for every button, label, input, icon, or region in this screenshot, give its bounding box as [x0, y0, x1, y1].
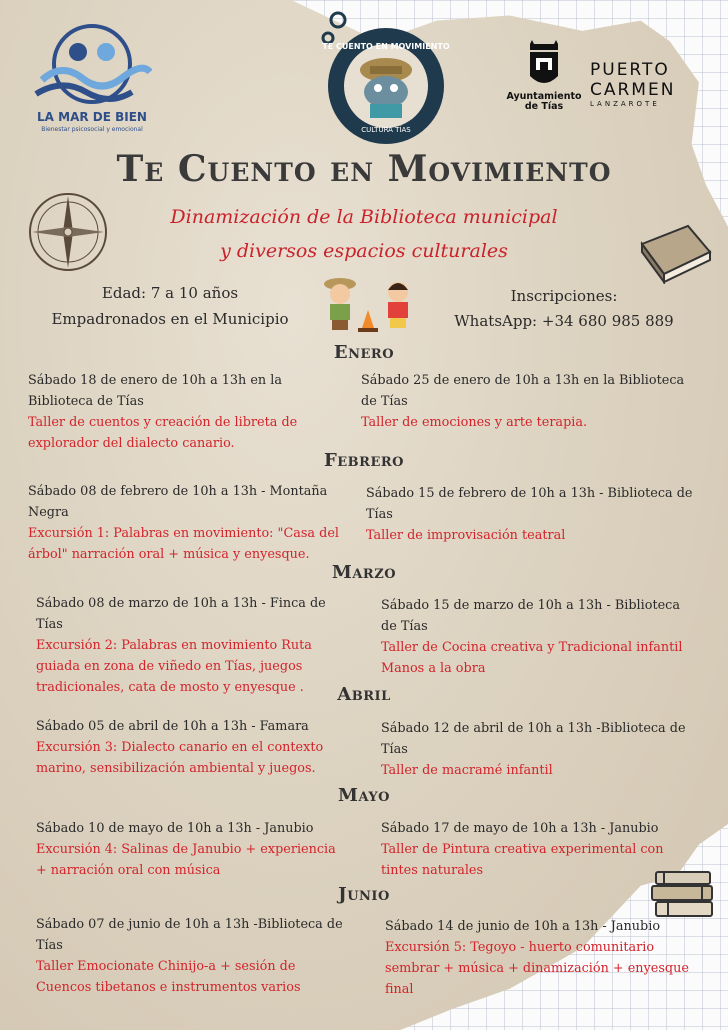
month-title-mayo: Mayo — [338, 785, 390, 806]
event-mayo-1 — [36, 818, 340, 881]
residents-info: Empadronados en el Municipio — [51, 310, 289, 328]
center-badge-bottom-text: CULTURA TÍAS — [361, 126, 411, 134]
event-date: Sábado 15 de febrero de 10h a 13h - Biblioteca de Tías — [366, 486, 693, 522]
event-description: Taller Emocionate Chinijo-a + sesión de Cuencos tibetanos e instrumentos varios — [36, 959, 301, 995]
event-date: Sábado 18 de enero de 10h a 13h en la Biblioteca de Tías — [28, 373, 282, 409]
month-title-febrero: Febrero — [323, 450, 405, 471]
event-enero-1 — [28, 370, 346, 454]
event-date: Sábado 17 de mayo de 10h a 13h - Janubio — [381, 821, 659, 836]
event-description: Excursión 2: Palabras en movimiento Ruta guiada en zona de viñedo en Tías, juegos tradicionales, cata de mosto y enyesque . — [36, 638, 312, 695]
event-description: Excursión 4: Salinas de Janubio + experiencia + narración oral con música — [36, 842, 336, 878]
event-description: Excursión 1: Palabras en movimiento: "Casa del árbol" narración oral + música y enyesque. — [28, 526, 339, 562]
center-badge-top-text: TE CUENTO EN MOVIMIENTO — [322, 42, 450, 51]
event-junio-1 — [36, 914, 354, 998]
event-date: Sábado 14 de junio de 10h a 13h - Janubio — [385, 919, 661, 934]
ayuntamiento-line2: de Tías — [524, 101, 564, 112]
event-description: Taller de Pintura creativa experimental con tintes naturales — [381, 842, 664, 878]
event-date: Sábado 08 de marzo de 10h a 13h - Finca de Tías — [36, 596, 326, 632]
month-title-abril: Abril — [337, 684, 391, 705]
event-marzo-2 — [381, 595, 693, 679]
event-date: Sábado 12 de abril de 10h a 13h -Biblioteca de Tías — [381, 721, 686, 757]
la-mar-de-bien-name: LA MAR DE BIEN — [37, 110, 147, 124]
month-title-marzo: Marzo — [331, 562, 397, 583]
event-enero-2 — [361, 370, 701, 433]
subtitle-line2: y diversos espacios culturales — [220, 240, 508, 262]
puerto-line3: LANZAROTE — [590, 100, 660, 108]
event-description: Taller de improvisación teatral — [366, 528, 566, 543]
center-badge — [316, 10, 450, 148]
event-description: Taller de emociones y arte terapia. — [361, 415, 588, 430]
ayuntamiento-logo — [506, 38, 582, 118]
event-febrero-1 — [28, 481, 346, 565]
subtitle-line1: Dinamización de la Biblioteca municipal — [170, 206, 558, 228]
event-date: Sábado 15 de marzo de 10h a 13h - Biblioteca de Tías — [381, 598, 680, 634]
event-description: Taller de Cocina creativa y Tradicional infantil Manos a la obra — [381, 640, 683, 676]
event-date: Sábado 10 de mayo de 10h a 13h - Janubio — [36, 821, 314, 836]
age-info: Edad: 7 a 10 años — [101, 284, 239, 302]
event-description: Taller de macramé infantil — [381, 763, 553, 778]
compass-icon — [26, 190, 110, 274]
whatsapp-contact: WhatsApp: +34 680 985 889 — [454, 312, 674, 330]
la-mar-de-bien-icon — [32, 22, 152, 114]
puerto-line2: CARMEN — [590, 80, 676, 100]
event-date: Sábado 07 de junio de 10h a 13h -Biblioteca de Tías — [36, 917, 343, 953]
month-title-enero: Enero — [333, 342, 395, 363]
month-title-junio: Junio — [338, 884, 390, 905]
event-abril-1 — [36, 716, 336, 779]
book-icon — [638, 222, 712, 284]
event-description: Excursión 5: Tegoyo - huerto comunitario sembrar + música + dinamización + enyesque final — [385, 940, 689, 997]
la-mar-de-bien-tagline: Bienestar psicosocial y emocional — [41, 126, 143, 133]
puerto-del-carmen-logo — [590, 60, 686, 116]
ayuntamiento-shield-icon — [506, 38, 582, 92]
kids-campfire-icon — [318, 270, 418, 336]
event-date: Sábado 25 de enero de 10h a 13h en la Biblioteca de Tías — [361, 373, 685, 409]
event-marzo-1 — [36, 593, 346, 698]
page-title: Te Cuento en Movimiento — [116, 148, 612, 190]
event-description: Excursión 3: Dialecto canario en el contexto marino, sensibilización ambiental y juegos. — [36, 740, 324, 776]
la-mar-de-bien-logo — [32, 22, 152, 142]
event-junio-2 — [385, 916, 703, 1000]
books-stack-icon — [650, 868, 716, 920]
puerto-line1: PUERTO — [590, 60, 670, 80]
event-date: Sábado 05 de abril de 10h a 13h - Famara — [36, 719, 309, 734]
inscriptions-label: Inscripciones: — [510, 287, 618, 305]
ayuntamiento-line1: Ayuntamiento — [506, 91, 582, 102]
event-febrero-2 — [366, 483, 702, 546]
event-abril-2 — [381, 718, 701, 781]
event-date: Sábado 08 de febrero de 10h a 13h - Montaña Negra — [28, 484, 328, 520]
event-description: Taller de cuentos y creación de libreta de explorador del dialecto canario. — [28, 415, 298, 451]
